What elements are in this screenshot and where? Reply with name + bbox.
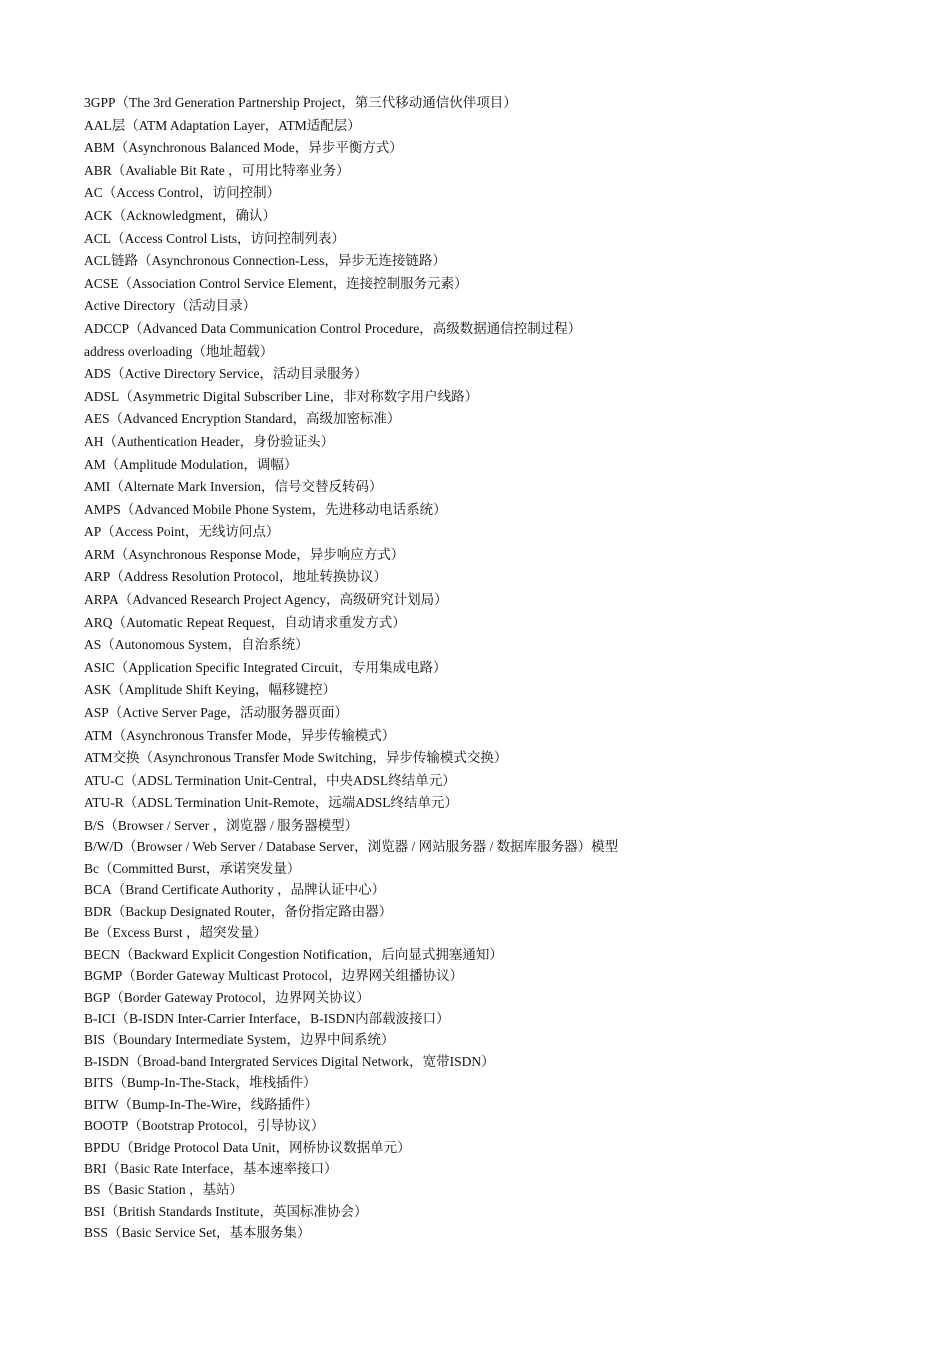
glossary-entry: ATM（Asynchronous Transfer Mode，异步传输模式）	[84, 727, 396, 743]
glossary-entry: 3GPP（The 3rd Generation Partnership Project，第三代移动通信伙伴项目）	[84, 95, 517, 110]
glossary-entry: BSI（British Standards Institute，英国标准协会）	[84, 1203, 368, 1219]
glossary-entry: BGMP（Border Gateway Multicast Protocol，边界网关组播协议）	[84, 968, 464, 984]
glossary-entry: address overloading（地址超载）	[84, 343, 274, 359]
glossary-entry: BITW（Bump-In-The-Wire，线路插件）	[84, 1096, 319, 1112]
glossary-list	[84, 92, 618, 1244]
glossary-entry: ADS（Active Directory Service，活动目录服务）	[84, 366, 368, 382]
glossary-entry: ASIC（Application Specific Integrated Circuit，专用集成电路）	[84, 659, 447, 675]
glossary-entry: BECN（Backward Explicit Congestion Notification，后向显式拥塞通知）	[84, 946, 503, 962]
glossary-entry: ARQ（Automatic Repeat Request，自动请求重发方式）	[84, 614, 406, 630]
glossary-entry: ASK（Amplitude Shift Keying，幅移键控）	[84, 682, 336, 698]
glossary-entry: Bc（Committed Burst，承诺突发量）	[84, 860, 301, 876]
glossary-entry: BITS（Bump-In-The-Stack，堆栈插件）	[84, 1075, 317, 1091]
glossary-entry: AMPS（Advanced Mobile Phone System，先进移动电话系统）	[84, 501, 447, 517]
glossary-entry: BPDU（Bridge Protocol Data Unit，网桥协议数据单元）	[84, 1139, 411, 1155]
glossary-entry: ARP（Address Resolution Protocol，地址转换协议）	[84, 569, 388, 585]
glossary-entry: ARPA（Advanced Research Project Agency，高级研究计划局）	[84, 592, 448, 608]
glossary-entry: ATM交换（Asynchronous Transfer Mode Switching，异步传输模式交换）	[84, 750, 508, 766]
glossary-entry: AS（Autonomous System，自治系统）	[84, 637, 309, 653]
glossary-entry: ACK（Acknowledgment，确认）	[84, 207, 276, 223]
glossary-entry: ABM（Asynchronous Balanced Mode，异步平衡方式）	[84, 140, 403, 156]
glossary-entry: ABR（Avaliable Bit Rate ，可用比特率业务）	[84, 162, 350, 178]
glossary-entry: Active Directory（活动目录）	[84, 298, 257, 314]
glossary-entry: ADSL（Asymmetric Digital Subscriber Line，非对称数字用户线路）	[84, 388, 479, 404]
glossary-entry: BRI（Basic Rate Interface，基本速率接口）	[84, 1161, 338, 1176]
glossary-entry: AH（Authentication Header，身份验证头）	[84, 433, 335, 449]
glossary-entry: ASP（Active Server Page，活动服务器页面）	[84, 705, 348, 721]
glossary-entry: ACL（Access Control Lists，访问控制列表）	[84, 230, 345, 246]
glossary-entry: AP（Access Point，无线访问点）	[84, 524, 280, 540]
glossary-entry: B-ISDN（Broad-band Intergrated Services Digital Network，宽带ISDN）	[84, 1053, 495, 1069]
glossary-entry: B-ICI（B-ISDN Inter-Carrier Interface，B-ISDN内部载波接口）	[84, 1010, 450, 1026]
glossary-entry: B/S（Browser / Server ，浏览器 / 服务器模型）	[84, 818, 359, 833]
glossary-entry: BCA（Brand Certificate Authority ，品牌认证中心）	[84, 882, 386, 898]
glossary-entry: BOOTP（Bootstrap Protocol，引导协议）	[84, 1118, 325, 1134]
glossary-entry: BS（Basic Station ，基站）	[84, 1182, 244, 1198]
glossary-entry: BDR（Backup Designated Router，备份指定路由器）	[84, 903, 393, 919]
glossary-entry: ARM（Asynchronous Response Mode，异步响应方式）	[84, 546, 405, 562]
glossary-entry: B/W/D（Browser / Web Server / Database Server，浏览器 / 网站服务器 / 数据库服务器）模型	[84, 839, 619, 855]
glossary-entry: ATU-C（ADSL Termination Unit-Central，中央ADSL终结单元）	[84, 772, 456, 788]
glossary-entry: AMI（Alternate Mark Inversion，信号交替反转码）	[84, 479, 383, 495]
glossary-entry: AC（Access Control，访问控制）	[84, 185, 281, 201]
glossary-entry: BGP（Border Gateway Protocol，边界网关协议）	[84, 989, 370, 1005]
glossary-entry: BSS（Basic Service Set，基本服务集）	[84, 1225, 311, 1241]
glossary-entry: BIS（Boundary Intermediate System，边界中间系统）	[84, 1032, 395, 1048]
glossary-entry: ADCCP（Advanced Data Communication Control Procedure，高级数据通信控制过程）	[84, 320, 582, 336]
glossary-entry: AAL层（ATM Adaptation Layer，ATM适配层）	[84, 117, 361, 133]
glossary-entry: ACL链路（Asynchronous Connection-Less，异步无连接链路）	[84, 253, 446, 269]
glossary-entry: ACSE（Association Control Service Element，连接控制服务元素）	[84, 275, 468, 291]
glossary-entry: Be（Excess Burst ，超突发量）	[84, 925, 267, 941]
glossary-entry: AM（Amplitude Modulation，调幅）	[84, 456, 298, 472]
glossary-entry: ATU-R（ADSL Termination Unit-Remote，远端ADSL终结单元）	[84, 795, 459, 811]
glossary-entry: AES（Advanced Encryption Standard，高级加密标准）	[84, 411, 401, 427]
